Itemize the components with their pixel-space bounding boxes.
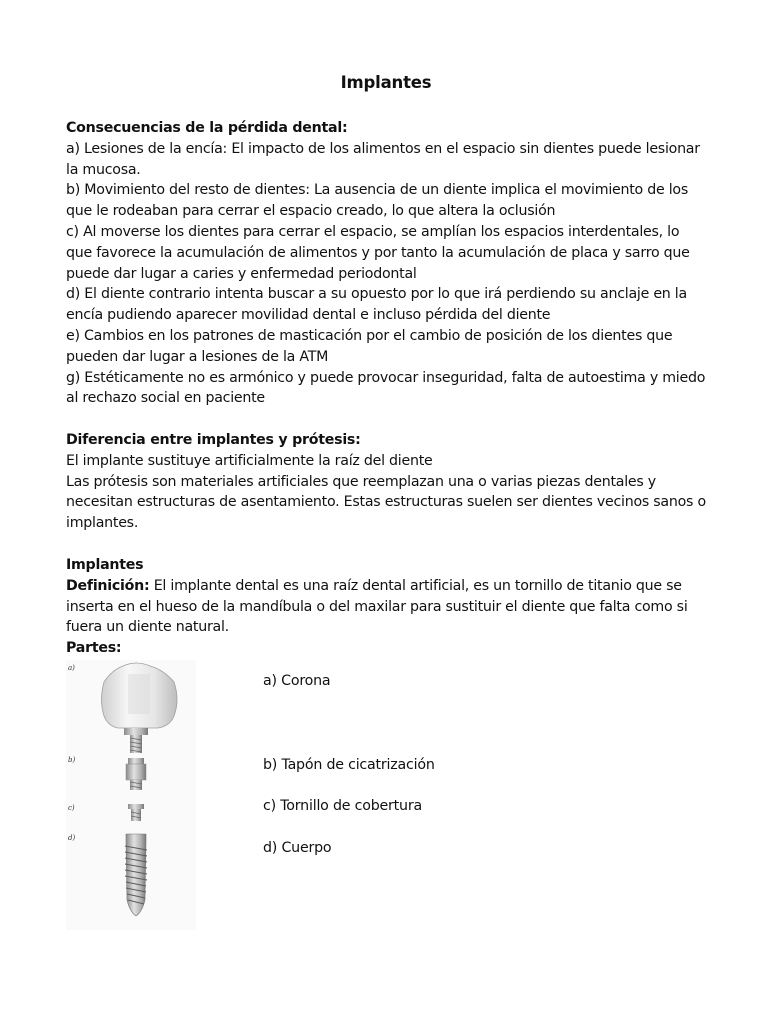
list-item: d) El diente contrario intenta buscar a su opuesto por lo que irá perdiendo su anclaje en la encía pudiendo aparecer movilidad dental e incluso pérdida del diente [66,286,687,324]
definition-paragraph [66,576,706,638]
list-item: e) Cambios en los patrones de masticación por el cambio de posición de los dientes que pueden dar lugar a lesiones de la ATM [66,327,673,365]
implant-body-icon [125,834,147,916]
cover-screw-icon [128,804,144,821]
definition-text: El implante dental es una raíz dental artificial, es un tornillo de titanio que se inserta en el hueso de la mandíbula o del maxilar para sustituir el diente que falta como si fuera un diente natural. [66,577,688,636]
section-heading: Consecuencias de la pérdida dental: [66,120,348,136]
part-label-crown: a) Corona [263,673,331,689]
section-heading: Diferencia entre implantes y prótesis: [66,432,361,448]
healing-cap-icon [126,758,146,790]
figure-letter: d) [68,834,76,842]
implant-figure [66,660,196,930]
figure-letter: b) [68,756,76,764]
section-consequences [66,118,706,409]
part-label-cover-screw: c) Tornillo de cobertura [263,798,422,814]
definition-label: Definición: [66,577,150,594]
section-heading: Implantes [66,557,144,573]
list-item: c) Al moverse los dientes para cerrar el espacio, se amplían los espacios interdentales, lo que favorece la acumulación de alimentos y por tanto la acumulación de placa y sarro que puede dar lugar a caries y enfermedad periodontal [66,223,690,282]
crown-icon [102,663,178,753]
paragraph: El implante sustituye artificialmente la raíz del diente [66,452,433,469]
part-label-healing-cap: b) Tapón de cicatrización [263,757,435,773]
implant-parts-illustration [66,660,196,930]
section-difference [66,430,706,534]
figure-letter: a) [68,664,75,672]
list-item: g) Estéticamente no es armónico y puede provocar inseguridad, falta de autoestima y miedo al rechazo social en paciente [66,369,706,407]
page-title: Implantes [340,73,432,92]
section-implants [66,555,706,659]
figure-letter: c) [68,804,75,812]
list-item: a) Lesiones de la encía: El impacto de los alimentos en el espacio sin dientes puede lesionar la mucosa. [66,140,700,178]
parts-label: Partes: [66,640,122,657]
part-label-body: d) Cuerpo [263,840,332,856]
list-item: b) Movimiento del resto de dientes: La ausencia de un diente implica el movimiento de los que le rodeaban para cerrar el espacio creado, lo que altera la oclusión [66,182,688,220]
paragraph: Las prótesis son materiales artificiales que reemplazan una o varias piezas dentales y necesitan estructuras de asentamiento. Estas estructuras suelen ser dientes vecinos sanos o implantes. [66,473,706,532]
